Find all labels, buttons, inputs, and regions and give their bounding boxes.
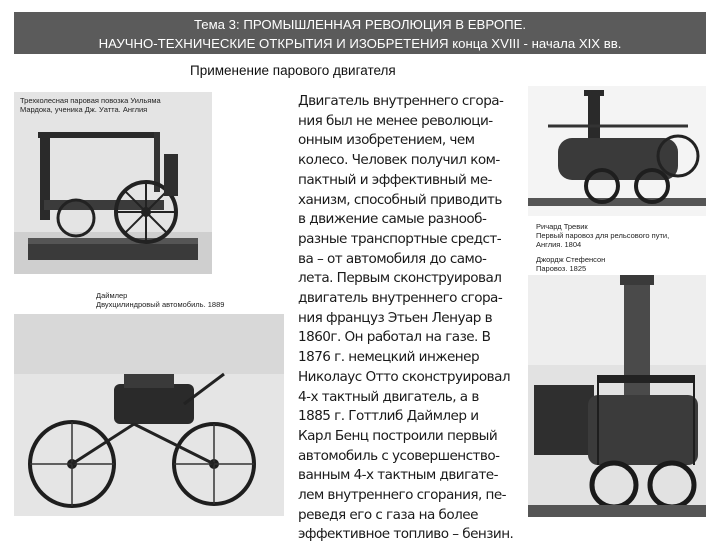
article-line: 1860г. Он работал на газе. В [298, 329, 491, 346]
daimler-caption-line-1: Даймлер [96, 291, 128, 300]
article-line: Двигатель внутреннего сгора- [298, 93, 504, 109]
stephenson-locomotive-photo [528, 275, 706, 517]
article-line: Карл Бенц построили первый [298, 427, 498, 444]
article-line: двигатель внутреннего сгора- [298, 290, 503, 307]
article-line: разные транспортные средст- [298, 230, 502, 247]
slide-subtitle: Применение парового двигателя [190, 63, 396, 78]
article-line: в движение самые разнооб- [298, 211, 487, 228]
article-line: лета. Первым сконструировал [298, 270, 502, 287]
slide-title-line-2: НАУЧНО-ТЕХНИЧЕСКИЕ ОТКРЫТИЯ И ИЗОБРЕТЕНИЯ конца XVIII - начала XIX вв. [98, 36, 622, 51]
stephenson-caption-line-1: Джордж Стефенсон [536, 255, 606, 264]
article-line: ния француз Этьен Ленуар в [298, 309, 493, 326]
trevithick-caption-line-1: Ричард Тревик [536, 222, 588, 231]
article-line: ния был не менее революци- [298, 112, 493, 129]
murdock-caption-line-2: Мардока, ученика Дж. Уатта. Англия [20, 105, 148, 114]
stephenson-caption [536, 255, 711, 273]
article-line: лем внутреннего сгорания, пе- [298, 487, 507, 504]
article-text [298, 92, 514, 545]
trevithick-caption-line-3: Англия. 1804 [536, 240, 582, 249]
daimler-caption-line-2: Двухцилиндровый автомобиль. 1889 [96, 300, 225, 309]
article-line: Николаус Отто сконструировал [298, 368, 510, 385]
article-line: автомобиль с усовершенство- [298, 447, 500, 464]
daimler-caption [96, 291, 276, 309]
stephenson-caption-line-2: Паровоз. 1825 [536, 264, 587, 273]
article-line: пактный и эффективный ме- [298, 171, 492, 188]
murdock-steam-carriage-photo [14, 92, 212, 274]
article-line: 1885 г. Готтлиб Даймлер и [298, 408, 479, 425]
article-line: реведя его с газа на более [298, 506, 478, 523]
article-line: ва – от автомобиля до само- [298, 250, 487, 267]
trevithick-caption-line-2: Первый паровоз для рельсового пути, [536, 231, 670, 240]
article-line: 1876 г. немецкий инженер [298, 349, 480, 366]
daimler-automobile-photo [14, 314, 284, 516]
article-line: 4-х тактный двигатель, а в [298, 388, 479, 405]
article-line: колесо. Человек получил ком- [298, 152, 500, 169]
murdock-caption-line-1: Трехколесная паровая повозка Уильяма [20, 96, 161, 105]
article-line: эффективное топливо – бензин. [298, 526, 514, 543]
murdock-caption [20, 96, 210, 114]
slide-title-line-1: Тема 3: ПРОМЫШЛЕННАЯ РЕВОЛЮЦИЯ В ЕВРОПЕ. [193, 17, 527, 32]
trevithick-locomotive-photo [528, 86, 706, 216]
article-line: онным изобретением, чем [298, 132, 475, 149]
article-line: ханизм, способный приводить [298, 191, 502, 208]
trevithick-caption [536, 222, 711, 249]
article-line: ванным 4-х тактным двигате- [298, 467, 498, 484]
slide-title-bar [14, 12, 706, 54]
